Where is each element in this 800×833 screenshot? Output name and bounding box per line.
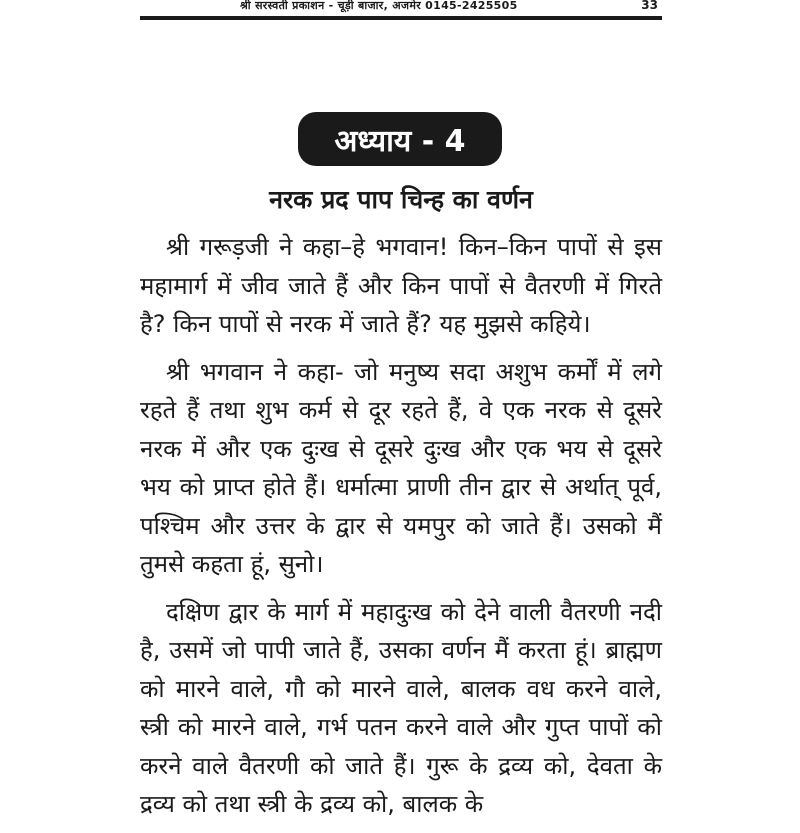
paragraph: श्री गरूड़जी ने कहा–हे भगवान! किन–किन पापों से इस महामार्ग में जीव जाते हैं और किन पापों से वैतरणी में गिरते है? किन पापों से नरक में जाते हैं? यह मुझसे कहिये।	[140, 233, 662, 338]
paragraph: श्री भगवान ने कहा- जो मनुष्य सदा अशुभ कर्मों में लगे रहते हैं तथा शुभ कर्म से दूर रहते हैं, वे एक नरक से दूसरे नरक में और एक दुःख से दूसरे दुःख और एक भय से दूसरे भय को प्राप्त होते हैं। धर्मात्मा प्राणी तीन द्वार से अर्थात् पूर्व, पश्चिम और उत्तर के द्वार से यमपुर को जाते हैं। उसको मैं तुमसे कहता हूं, सुनो।	[140, 357, 662, 578]
header-rule	[140, 16, 662, 20]
chapter-title: नरक प्रद पाप चिन्ह का वर्णन	[269, 185, 533, 214]
running-header	[140, 0, 662, 16]
body-text	[140, 228, 662, 833]
page-number: 33	[641, 0, 658, 12]
chapter-label: अध्याय - 4	[334, 123, 466, 159]
chapter-heading	[298, 112, 502, 166]
paragraph: दक्षिण द्वार के मार्ग में महादुःख को देने वाली वैतरणी नदी है, उसमें जो पापी जाते हैं, उसका वर्णन मैं करता हूं। ब्राह्मण को मारने वाले, गौ को मारने वाले, बालक वध करने वाले, स्त्री को मारने वाले, गर्भ पतन करने वाले और गुप्त पापों को करने वाले वैतरणी को जाते हैं। गुरू के द्रव्य को, देवता के द्रव्य को तथा स्त्री के द्रव्य को, बालक के	[140, 597, 662, 818]
publisher-line: श्री सरस्वती प्रकाशन - चूड़ी बाजार, अजमेर 0145-2425505	[240, 0, 518, 12]
